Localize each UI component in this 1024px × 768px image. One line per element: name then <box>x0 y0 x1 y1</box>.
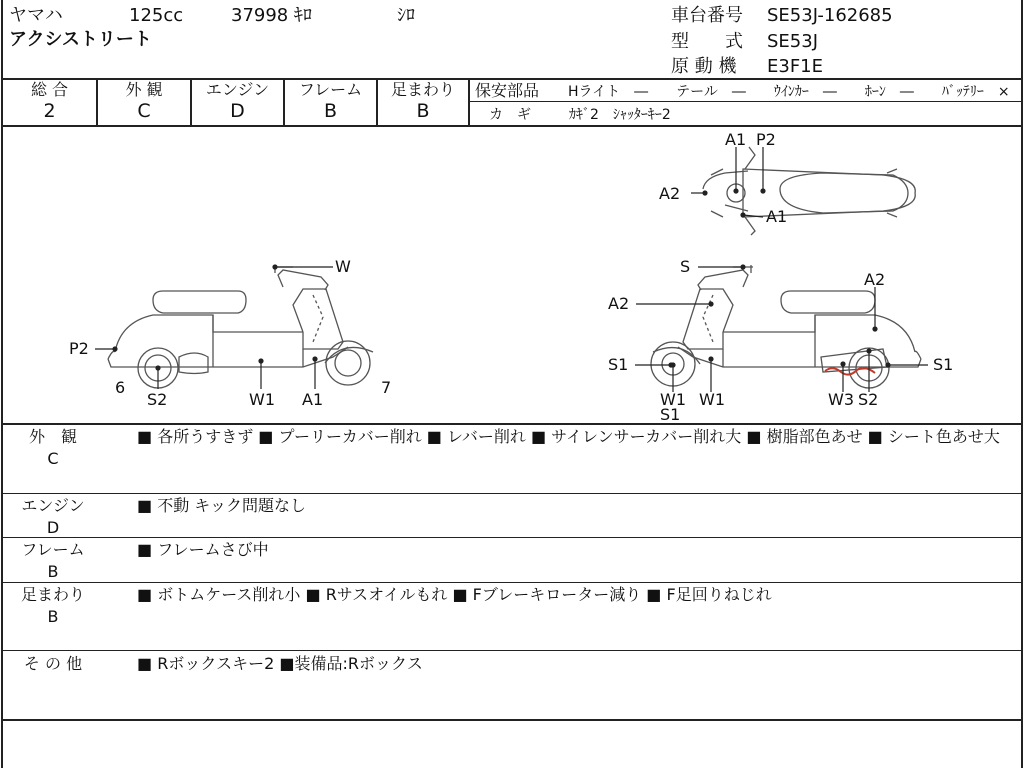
label-s2: S2 <box>147 390 168 409</box>
section-label: そ の 他 <box>23 654 83 673</box>
engine-value: E3F1E <box>767 56 824 77</box>
key-value: ｶｷﾞ2 ｼｬｯﾀｰｷｰ2 <box>569 107 671 123</box>
label-right-s: S <box>680 257 691 276</box>
label-top-a1: A1 <box>725 130 747 149</box>
section-grade: B <box>47 562 59 581</box>
maker: ヤマハ <box>9 5 63 26</box>
safety-title: 保安部品 <box>475 81 540 100</box>
label-6: 6 <box>115 378 126 397</box>
label-top-a1b: A1 <box>766 207 788 226</box>
label-right-a2b: A2 <box>608 294 630 313</box>
label-right-s2: S2 <box>858 390 879 409</box>
key-label: カ ギ <box>489 107 531 123</box>
scooter-diagram <box>3 127 1023 423</box>
grade-value: C <box>137 100 151 122</box>
section-suspension-text: ■ ボトムケース削れ小 ■ Rサスオイルもれ ■ Fブレーキローター減り ■ F足回りねじれ <box>137 585 772 604</box>
section-label: フレーム <box>21 540 85 559</box>
label-7: 7 <box>381 378 392 397</box>
section-exterior-text: ■ 各所うすきず ■ プーリーカバー削れ ■ レバー削れ ■ サイレンサーカバー削れ大 ■ 樹脂部色あせ ■ シート色あせ大 <box>137 427 1000 446</box>
model-name: アクシストリート <box>9 29 152 50</box>
label-right-a2: A2 <box>864 270 886 289</box>
section-grade: B <box>47 607 59 626</box>
color: ｼﾛ <box>397 5 415 26</box>
divider <box>3 582 1021 583</box>
mileage: 37998 ｷﾛ <box>231 5 312 26</box>
label-top-a2: A2 <box>659 184 681 203</box>
grade-value: B <box>323 100 338 122</box>
section-suspension-label <box>3 584 103 628</box>
grade-exterior <box>98 80 190 121</box>
label-top-p2: P2 <box>756 130 776 149</box>
engine-label: 原 動 機 <box>671 56 737 77</box>
grade-value: B <box>416 100 430 122</box>
label-right-s1b: S1 <box>933 355 954 374</box>
section-engine-label <box>3 495 103 539</box>
section-other-label <box>3 653 103 675</box>
divider <box>3 719 1021 721</box>
frame-label: 車台番号 <box>671 5 743 26</box>
grade-label: フレーム <box>298 80 363 99</box>
grade-label: エンジン <box>205 80 270 99</box>
section-label: 外 観 <box>28 427 77 446</box>
frame-value: SE53J-162685 <box>767 5 893 26</box>
label-right-w3: W3 <box>828 390 854 409</box>
grade-engine <box>192 80 283 121</box>
label-p2: P2 <box>69 339 89 358</box>
divider <box>3 537 1021 538</box>
left-scooter-drawing <box>108 265 373 388</box>
type-label: 型 式 <box>671 31 743 52</box>
grade-frame <box>285 80 376 121</box>
section-frame-text: ■ フレームさび中 <box>137 540 269 559</box>
grade-label: 足まわり <box>390 80 455 99</box>
grade-label: 総 合 <box>30 80 69 99</box>
section-engine-text: ■ 不動 キック問題なし <box>137 496 306 515</box>
section-exterior-label <box>3 426 103 470</box>
grade-suspension <box>378 80 468 121</box>
section-label: エンジン <box>21 496 85 515</box>
section-grade: C <box>47 449 59 468</box>
label-w1: W1 <box>249 390 275 409</box>
label-w: W <box>335 257 351 276</box>
divider <box>3 493 1021 494</box>
inspection-sheet <box>1 0 1023 768</box>
label-right-w1b: W1 <box>699 390 725 409</box>
displacement: 125cc <box>129 5 184 26</box>
label-right-w1: W1 <box>660 390 686 409</box>
divider <box>3 650 1021 651</box>
safety-items: Hライト ― テール ― ｳｲﾝｶｰ ― ﾎｰﾝ ― ﾊﾞｯﾃﾘｰ × <box>568 84 1010 100</box>
divider <box>468 78 470 126</box>
label-a1: A1 <box>302 390 324 409</box>
grade-value: 2 <box>43 100 56 122</box>
divider <box>470 101 1023 102</box>
grade-value: D <box>230 100 245 122</box>
section-other-text: ■ Rボックスキー2 ■装備品:Rボックス <box>137 654 423 673</box>
divider <box>3 423 1021 425</box>
section-grade: D <box>46 518 60 537</box>
section-label: 足まわり <box>20 585 85 604</box>
label-right-s1c: S1 <box>660 405 681 423</box>
type-value: SE53J <box>767 31 819 52</box>
grade-label: 外 観 <box>125 80 163 99</box>
grade-overall <box>3 80 96 121</box>
section-frame-label <box>3 539 103 583</box>
label-right-s1: S1 <box>608 355 629 374</box>
